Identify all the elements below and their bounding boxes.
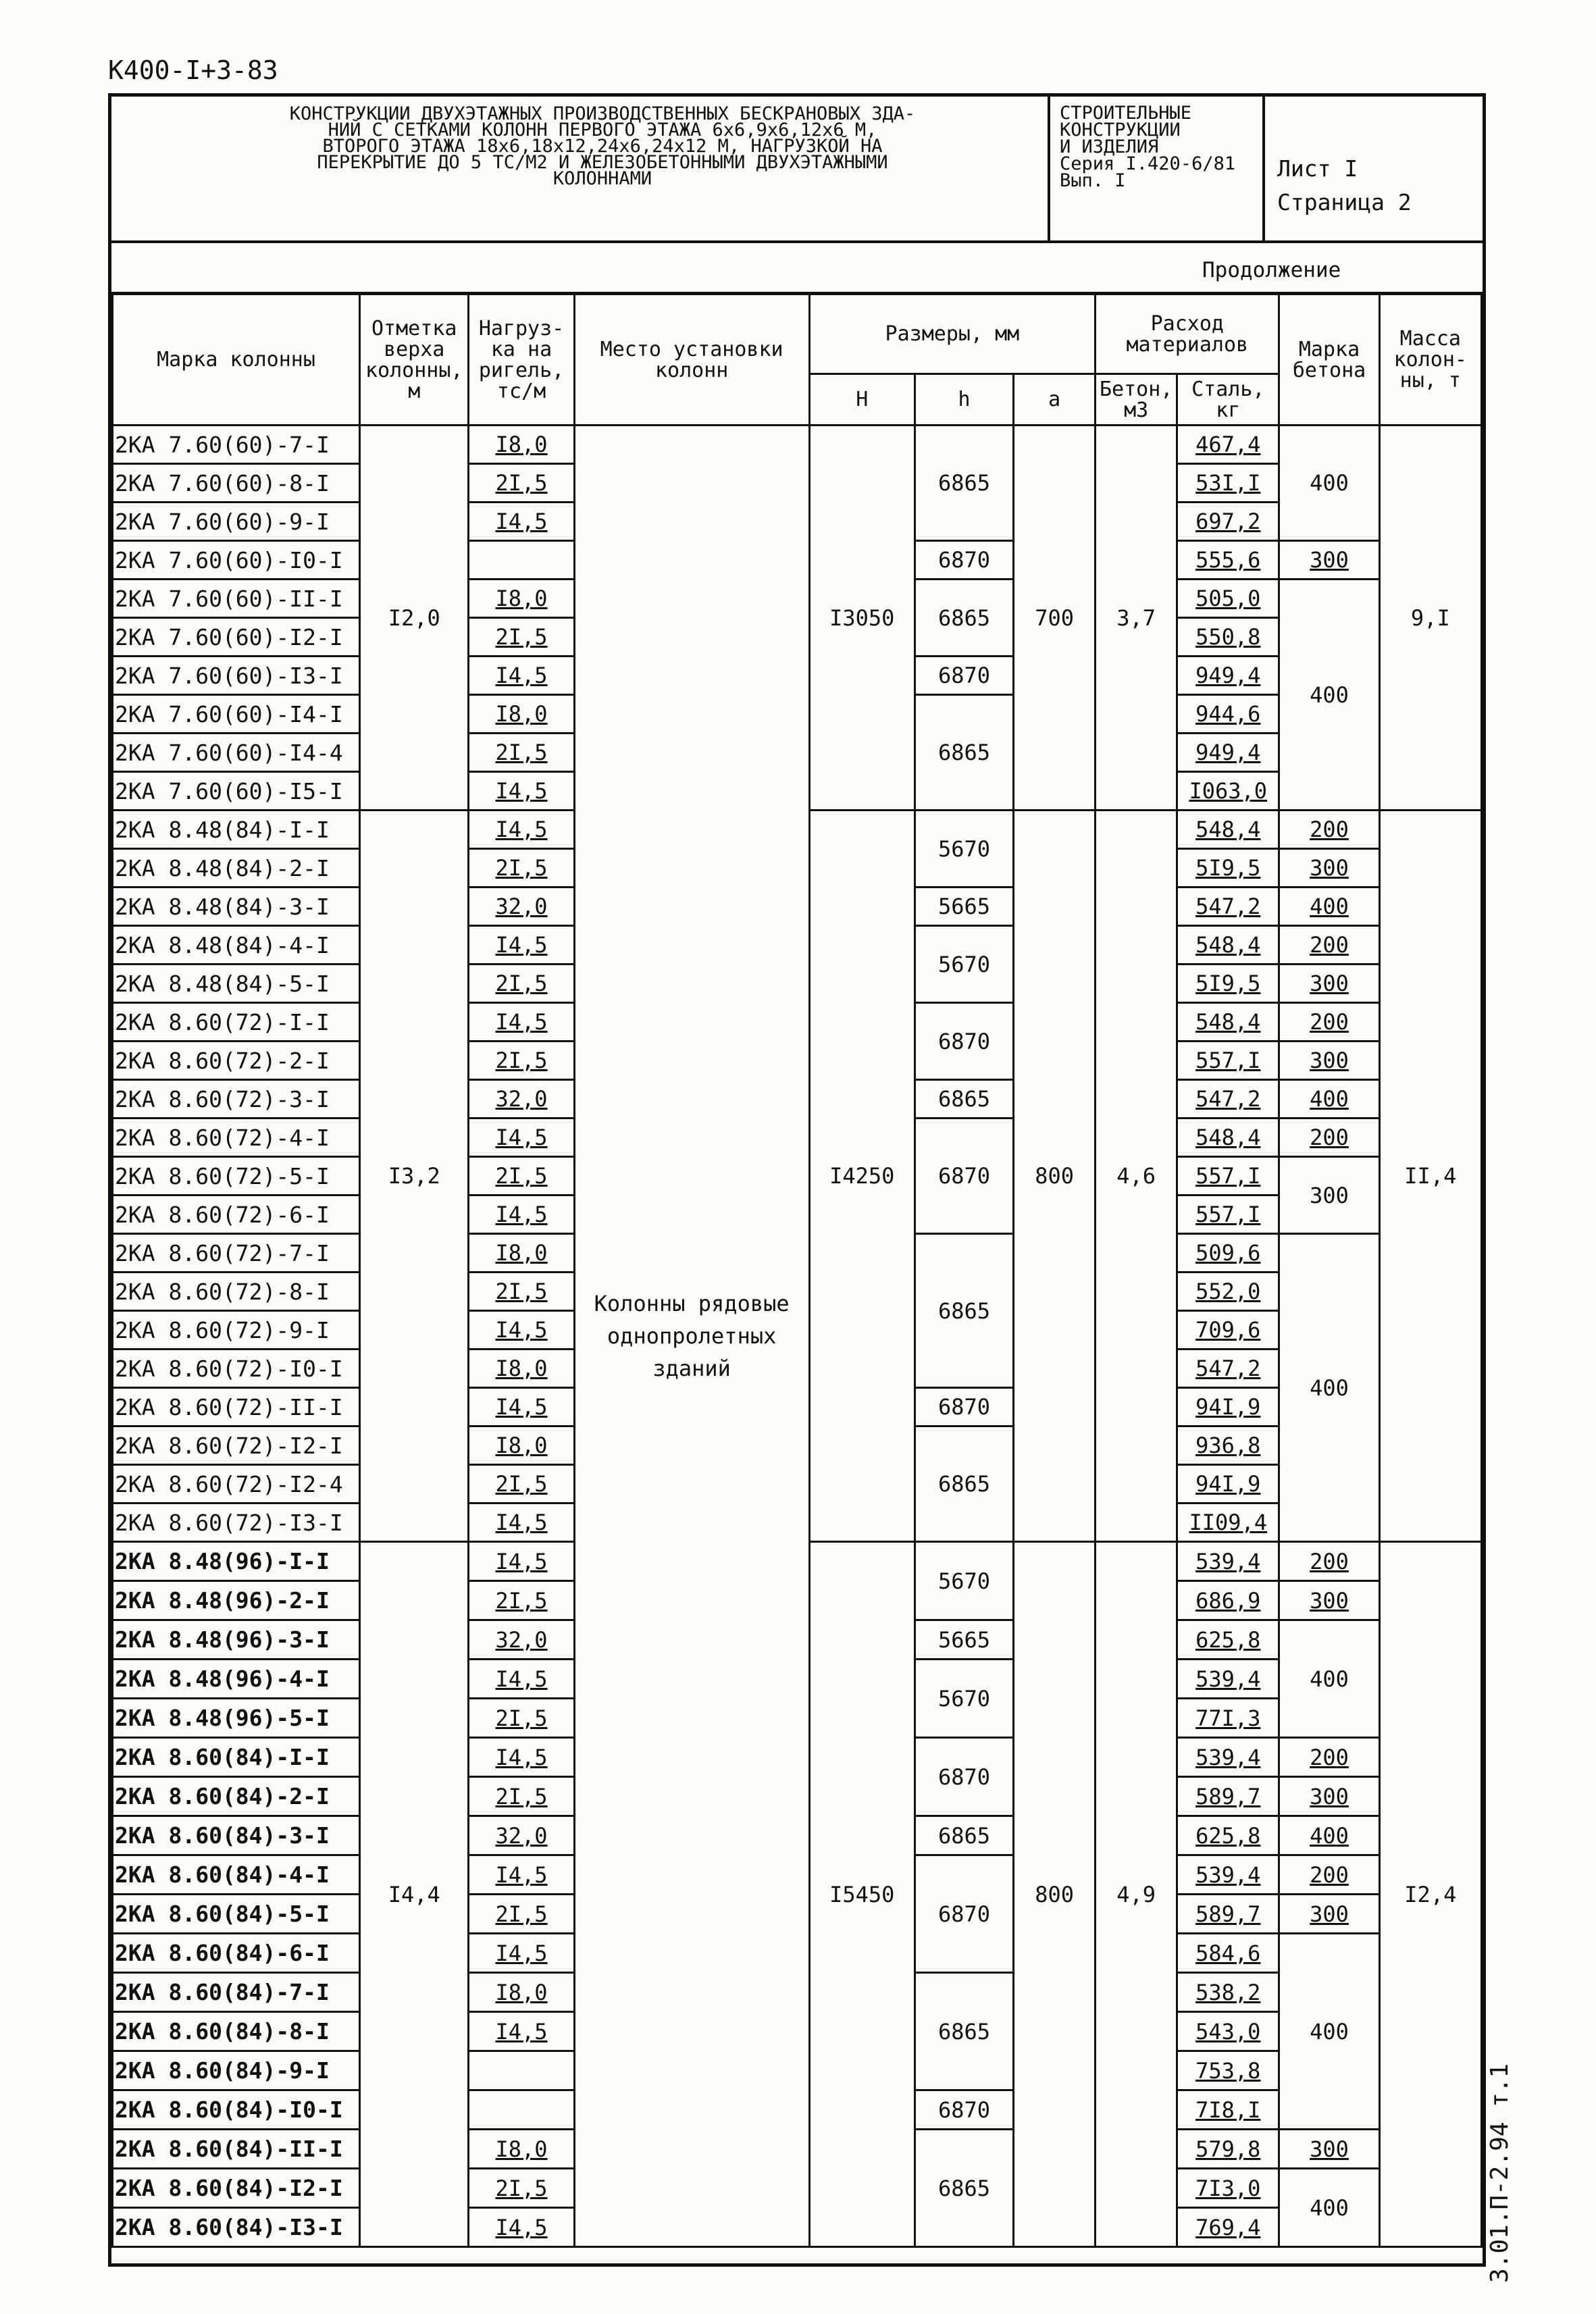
top-level: I4,4: [360, 1542, 469, 2247]
dimension-h: 5670: [915, 1660, 1013, 1738]
dimension-H: I3050: [809, 426, 915, 811]
steel-weight: 589,7: [1177, 1777, 1279, 1816]
steel-weight: 94I,9: [1177, 1465, 1279, 1503]
concrete-grade: 400: [1279, 888, 1379, 926]
beam-load: I4,5: [469, 1388, 574, 1426]
dimension-h: 6865: [915, 426, 1013, 541]
steel-weight: 5I9,5: [1177, 965, 1279, 1003]
beam-load: I8,0: [469, 695, 574, 734]
beam-load: [469, 2051, 574, 2090]
header-grade: Марка бетона: [1279, 294, 1379, 426]
steel-weight: 584,6: [1177, 1934, 1279, 1973]
steel-weight: 589,7: [1177, 1895, 1279, 1934]
concrete-grade: 300: [1279, 1157, 1379, 1234]
beam-load: 2I,5: [469, 618, 574, 657]
dimension-h: 6865: [915, 695, 1013, 811]
dimension-h: 5670: [915, 811, 1013, 888]
steel-weight: 548,4: [1177, 1119, 1279, 1157]
concrete-grade: 400: [1279, 2169, 1379, 2247]
beam-load: I8,0: [469, 1234, 574, 1272]
column-mark: 2КА 8.60(84)-I0-I: [113, 2090, 360, 2130]
table-row: [113, 426, 1482, 464]
concrete-grade: 200: [1279, 1738, 1379, 1777]
steel-weight: 557,I: [1177, 1042, 1279, 1080]
column-mark: 2КА 7.60(60)-I5-I: [113, 772, 360, 811]
steel-weight: 944,6: [1177, 695, 1279, 734]
concrete-grade: 200: [1279, 926, 1379, 965]
page-number: Страница 2: [1277, 189, 1412, 215]
dimension-h: 6865: [915, 1973, 1013, 2090]
column-mark: 2КА 7.60(60)-I4-4: [113, 734, 360, 772]
column-mark: 2КА 7.60(60)-I4-I: [113, 695, 360, 734]
top-level: I3,2: [360, 811, 469, 1542]
column-mark: 2КА 8.48(84)-2-I: [113, 849, 360, 888]
column-mark: 2КА 8.60(84)-9-I: [113, 2051, 360, 2090]
dimension-h: 6870: [915, 1119, 1013, 1234]
top-level: I2,0: [360, 426, 469, 811]
header-concrete: Бетон, м3: [1096, 374, 1177, 426]
header-mass: Масса колон-ны, т: [1379, 294, 1481, 426]
column-mark: 2КА 8.60(72)-I2-I: [113, 1426, 360, 1465]
column-mark: 2КА 7.60(60)-I3-I: [113, 657, 360, 695]
concrete-grade: 400: [1279, 580, 1379, 811]
column-mark: 2КА 8.48(96)-4-I: [113, 1660, 360, 1699]
beam-load: I4,5: [469, 1119, 574, 1157]
beam-load: I8,0: [469, 580, 574, 618]
steel-weight: 5I9,5: [1177, 849, 1279, 888]
concrete-grade: 400: [1279, 1080, 1379, 1119]
concrete-grade: 400: [1279, 1234, 1379, 1542]
beam-load: [469, 2090, 574, 2130]
dimension-h: 6865: [915, 1426, 1013, 1542]
header-level: Отметка верха колонны, м: [360, 294, 469, 426]
steel-weight: 53I,I: [1177, 464, 1279, 503]
column-mark: 2КА 8.48(84)-I-I: [113, 811, 360, 849]
concrete-grade: 200: [1279, 1855, 1379, 1895]
beam-load: I4,5: [469, 772, 574, 811]
header-load: Нагруз-ка на ригель, тс/м: [469, 294, 574, 426]
steel-weight: 555,6: [1177, 541, 1279, 580]
beam-load: 2I,5: [469, 1465, 574, 1503]
dimension-h: 6870: [915, 1855, 1013, 1973]
beam-load: I4,5: [469, 503, 574, 541]
title-line: КОЛОННАМИ: [552, 168, 652, 189]
column-mark: 2КА 7.60(60)-I0-I: [113, 541, 360, 580]
title-line: КОНСТРУКЦИИ ДВУХЭТАЖНЫХ ПРОИЗВОДСТВЕННЫХ БЕСКРАНОВЫХ ЗДА-: [289, 103, 916, 124]
steel-weight: 547,2: [1177, 888, 1279, 926]
steel-weight: 509,6: [1177, 1234, 1279, 1272]
concrete-grade: 300: [1279, 541, 1379, 580]
beam-load: 2I,5: [469, 965, 574, 1003]
dimension-h: 6870: [915, 657, 1013, 695]
beam-load: I4,5: [469, 2012, 574, 2051]
document-code: К400-I+3-83: [108, 55, 278, 85]
column-mark: 2КА 8.60(72)-8-I: [113, 1272, 360, 1311]
steel-weight: 539,4: [1177, 1660, 1279, 1699]
beam-load: I4,5: [469, 1542, 574, 1581]
steel-weight: II09,4: [1177, 1503, 1279, 1542]
dimension-H: I4250: [809, 811, 915, 1542]
dimension-h: 6870: [915, 1003, 1013, 1080]
column-mark: 2КА 8.60(84)-II-I: [113, 2130, 360, 2169]
steel-weight: 557,I: [1177, 1195, 1279, 1234]
dimension-h: 6865: [915, 2130, 1013, 2247]
header-mark: Марка колонны: [113, 294, 360, 426]
steel-weight: 579,8: [1177, 2130, 1279, 2169]
beam-load: 2I,5: [469, 1699, 574, 1738]
column-mark: 2КА 8.60(84)-4-I: [113, 1855, 360, 1895]
steel-weight: 936,8: [1177, 1426, 1279, 1465]
column-mark: 2КА 8.48(96)-I-I: [113, 1542, 360, 1581]
header-place: Место установки колонн: [574, 294, 809, 426]
beam-load: 2I,5: [469, 1777, 574, 1816]
column-mark: 2КА 8.60(84)-5-I: [113, 1895, 360, 1934]
steel-weight: 548,4: [1177, 1003, 1279, 1042]
beam-load: I4,5: [469, 811, 574, 849]
column-mark: 2КА 8.60(84)-I-I: [113, 1738, 360, 1777]
beam-load: 2I,5: [469, 849, 574, 888]
column-mark: 2КА 8.60(84)-I3-I: [113, 2208, 360, 2247]
column-mass: I2,4: [1379, 1542, 1481, 2247]
column-mark: 2КА 8.60(84)-8-I: [113, 2012, 360, 2051]
column-mark: 2КА 8.60(72)-I2-4: [113, 1465, 360, 1503]
continuation-label: Продолжение: [1202, 258, 1341, 282]
side-archive-code: 3.01.П-2.94 т.1: [1486, 2063, 1514, 2283]
dimension-h: 6865: [915, 1816, 1013, 1855]
dimension-h: 6870: [915, 541, 1013, 580]
steel-weight: 538,2: [1177, 1973, 1279, 2012]
steel-weight: 539,4: [1177, 1738, 1279, 1777]
concrete-volume: 4,6: [1096, 811, 1177, 1542]
columns-table: [111, 293, 1483, 2248]
dimension-h: 6870: [915, 1738, 1013, 1816]
beam-load: 2I,5: [469, 734, 574, 772]
series-line: КОНСТРУКЦИИ: [1060, 120, 1181, 140]
beam-load: 2I,5: [469, 1272, 574, 1311]
column-mark: 2КА 8.60(72)-5-I: [113, 1157, 360, 1195]
steel-weight: 547,2: [1177, 1349, 1279, 1388]
concrete-volume: 3,7: [1096, 426, 1177, 811]
steel-weight: 697,2: [1177, 503, 1279, 541]
beam-load: I4,5: [469, 657, 574, 695]
dimension-h: 5665: [915, 888, 1013, 926]
title-line: ВТОРОГО ЭТАЖА 18х6,18х12,24х6,24х12 М, НАГРУЗКОЙ НА: [322, 136, 883, 157]
concrete-grade: 200: [1279, 811, 1379, 849]
beam-load: 32,0: [469, 1620, 574, 1660]
beam-load: I4,5: [469, 1934, 574, 1973]
beam-load: I4,5: [469, 926, 574, 965]
concrete-grade: 300: [1279, 1777, 1379, 1816]
concrete-grade: 200: [1279, 1119, 1379, 1157]
series-cell: [1050, 97, 1265, 240]
dimension-H: I5450: [809, 1542, 915, 2247]
concrete-volume: 4,9: [1096, 1542, 1177, 2247]
steel-weight: 94I,9: [1177, 1388, 1279, 1426]
beam-load: 2I,5: [469, 2169, 574, 2208]
dimension-h: 6865: [915, 1234, 1013, 1388]
steel-weight: 548,4: [1177, 926, 1279, 965]
steel-weight: I063,0: [1177, 772, 1279, 811]
beam-load: I8,0: [469, 426, 574, 464]
concrete-grade: 400: [1279, 1620, 1379, 1738]
header-materials: Расход материалов: [1096, 294, 1279, 374]
beam-load: I4,5: [469, 1311, 574, 1349]
steel-weight: 539,4: [1177, 1542, 1279, 1581]
dimension-a: 800: [1014, 811, 1096, 1542]
header-steel: Сталь, кг: [1177, 374, 1279, 426]
installation-place: Колонны рядовые однопролетных зданий: [574, 426, 809, 2247]
beam-load: I8,0: [469, 1973, 574, 2012]
beam-load: I4,5: [469, 1503, 574, 1542]
column-mark: 2КА 8.48(84)-3-I: [113, 888, 360, 926]
dimension-a: 800: [1014, 1542, 1096, 2247]
column-mark: 2КА 7.60(60)-I2-I: [113, 618, 360, 657]
column-mark: 2КА 7.60(60)-7-I: [113, 426, 360, 464]
column-mark: 2КА 8.60(84)-3-I: [113, 1816, 360, 1855]
column-mark: 2КА 8.60(72)-4-I: [113, 1119, 360, 1157]
steel-weight: 543,0: [1177, 2012, 1279, 2051]
steel-weight: 505,0: [1177, 580, 1279, 618]
column-mark: 2КА 7.60(60)-8-I: [113, 464, 360, 503]
beam-load: 2I,5: [469, 1895, 574, 1934]
header-a: a: [1014, 374, 1096, 426]
concrete-grade: 300: [1279, 1042, 1379, 1080]
series-line: СТРОИТЕЛЬНЫЕ: [1060, 103, 1192, 124]
sheet-cell: [1265, 97, 1483, 240]
steel-weight: 949,4: [1177, 734, 1279, 772]
steel-weight: 625,8: [1177, 1620, 1279, 1660]
sheet-number: Лист I: [1277, 155, 1358, 182]
table-body: [113, 426, 1482, 2247]
steel-weight: 949,4: [1177, 657, 1279, 695]
steel-weight: 548,4: [1177, 811, 1279, 849]
title-cell: [111, 97, 1050, 240]
column-mark: 2КА 8.60(72)-9-I: [113, 1311, 360, 1349]
beam-load: I8,0: [469, 1349, 574, 1388]
column-mark: 2КА 8.48(84)-5-I: [113, 965, 360, 1003]
concrete-grade: 300: [1279, 1895, 1379, 1934]
steel-weight: 552,0: [1177, 1272, 1279, 1311]
column-mass: II,4: [1379, 811, 1481, 1542]
concrete-grade: 200: [1279, 1003, 1379, 1042]
concrete-grade: 300: [1279, 1581, 1379, 1620]
column-mark: 2КА 8.48(84)-4-I: [113, 926, 360, 965]
dimension-h: 6865: [915, 580, 1013, 657]
series-line: Вып. I: [1060, 170, 1126, 191]
column-mark: 2КА 8.60(84)-6-I: [113, 1934, 360, 1973]
series-line: И ИЗДЕЛИЯ: [1060, 136, 1159, 157]
steel-weight: 753,8: [1177, 2051, 1279, 2090]
dimension-h: 5665: [915, 1620, 1013, 1660]
column-mark: 2КА 8.60(72)-I3-I: [113, 1503, 360, 1542]
column-mark: 2КА 8.48(96)-2-I: [113, 1581, 360, 1620]
concrete-grade: 300: [1279, 849, 1379, 888]
concrete-grade: 400: [1279, 1934, 1379, 2130]
concrete-grade: 400: [1279, 1816, 1379, 1855]
dimension-h: 5670: [915, 926, 1013, 1003]
column-mark: 2КА 7.60(60)-II-I: [113, 580, 360, 618]
title-block: [111, 97, 1483, 243]
beam-load: 32,0: [469, 1816, 574, 1855]
column-mark: 2КА 8.60(72)-II-I: [113, 1388, 360, 1426]
steel-weight: 557,I: [1177, 1157, 1279, 1195]
column-mark: 2КА 8.48(96)-3-I: [113, 1620, 360, 1660]
title-line: НИЙ С СЕТКАМИ КОЛОНН ПЕРВОГО ЭТАЖА 6х6,9х6,12х6 М,: [328, 120, 877, 140]
column-mark: 2КА 8.60(72)-I-I: [113, 1003, 360, 1042]
steel-weight: 467,4: [1177, 426, 1279, 464]
column-mark: 2КА 8.60(84)-I2-I: [113, 2169, 360, 2208]
steel-weight: 550,8: [1177, 618, 1279, 657]
beam-load: I4,5: [469, 1855, 574, 1895]
dimension-h: 6870: [915, 2090, 1013, 2130]
dimension-h: 6865: [915, 1080, 1013, 1119]
steel-weight: 686,9: [1177, 1581, 1279, 1620]
beam-load: [469, 541, 574, 580]
beam-load: 2I,5: [469, 1581, 574, 1620]
dimension-a: 700: [1014, 426, 1096, 811]
header-dimensions: Размеры, мм: [809, 294, 1096, 374]
concrete-grade: 400: [1279, 426, 1379, 541]
column-mark: 2КА 8.60(72)-6-I: [113, 1195, 360, 1234]
beam-load: I4,5: [469, 1660, 574, 1699]
column-mark: 2КА 7.60(60)-9-I: [113, 503, 360, 541]
header-H: H: [809, 374, 915, 426]
steel-weight: 709,6: [1177, 1311, 1279, 1349]
column-mark: 2КА 8.60(72)-I0-I: [113, 1349, 360, 1388]
beam-load: 32,0: [469, 888, 574, 926]
beam-load: 2I,5: [469, 1157, 574, 1195]
concrete-grade: 300: [1279, 965, 1379, 1003]
beam-load: 2I,5: [469, 1042, 574, 1080]
concrete-grade: 200: [1279, 1542, 1379, 1581]
beam-load: I8,0: [469, 1426, 574, 1465]
beam-load: I4,5: [469, 1738, 574, 1777]
column-mass: 9,I: [1379, 426, 1481, 811]
dimension-h: 5670: [915, 1542, 1013, 1620]
steel-weight: 539,4: [1177, 1855, 1279, 1895]
beam-load: I4,5: [469, 1003, 574, 1042]
column-mark: 2КА 8.60(72)-7-I: [113, 1234, 360, 1272]
column-mark: 2КА 8.60(72)-2-I: [113, 1042, 360, 1080]
series-line: Серия I.420-6/81: [1060, 153, 1236, 174]
header-h: h: [915, 374, 1013, 426]
column-mark: 2КА 8.60(84)-7-I: [113, 1973, 360, 2012]
beam-load: I4,5: [469, 1195, 574, 1234]
beam-load: I4,5: [469, 2208, 574, 2247]
steel-weight: 625,8: [1177, 1816, 1279, 1855]
column-mark: 2КА 8.60(72)-3-I: [113, 1080, 360, 1119]
beam-load: 2I,5: [469, 464, 574, 503]
concrete-grade: 300: [1279, 2130, 1379, 2169]
column-mark: 2КА 8.60(84)-2-I: [113, 1777, 360, 1816]
steel-weight: 7I8,I: [1177, 2090, 1279, 2130]
title-line: ПЕРЕКРЫТИЕ ДО 5 ТС/М2 И ЖЕЛЕЗОБЕТОННЫМИ ДВУХЭТАЖНЫМИ: [317, 152, 888, 173]
beam-load: I8,0: [469, 2130, 574, 2169]
steel-weight: 769,4: [1177, 2208, 1279, 2247]
steel-weight: 547,2: [1177, 1080, 1279, 1119]
steel-weight: 7I3,0: [1177, 2169, 1279, 2208]
column-mark: 2КА 8.48(96)-5-I: [113, 1699, 360, 1738]
dimension-h: 6870: [915, 1388, 1013, 1426]
beam-load: 32,0: [469, 1080, 574, 1119]
steel-weight: 77I,3: [1177, 1699, 1279, 1738]
